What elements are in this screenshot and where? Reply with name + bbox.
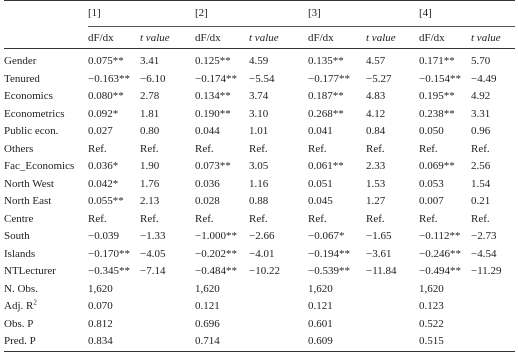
cell-dfdx: −0.194** — [308, 247, 350, 260]
row-label: Pred. P — [4, 333, 88, 351]
cell-dfdx: −0.539** — [308, 265, 350, 277]
cell-dfdx: −0.039 — [88, 230, 119, 242]
cell-dfdx: Ref. — [308, 142, 327, 155]
cell-t-value: −2.73 — [471, 230, 497, 242]
cell-dfdx: 0.075** — [88, 55, 124, 67]
cell-t-value: 4.83 — [366, 90, 386, 102]
cell-t-value: 0.96 — [471, 125, 491, 137]
cell-t-value: −4.54 — [471, 247, 497, 260]
cell-dfdx: 0.135** — [308, 55, 344, 67]
cell-t-value: −2.66 — [249, 230, 275, 242]
cell-dfdx: 0.609 — [308, 333, 366, 351]
cell-t-value: 4.12 — [366, 107, 386, 120]
cell-dfdx: −0.154** — [419, 72, 461, 85]
cell-dfdx: 0.042* — [88, 177, 119, 190]
cell-t-value: 3.74 — [249, 90, 269, 102]
table-row — [4, 71, 515, 89]
cell-dfdx: 0.190** — [195, 107, 231, 120]
cell-t-value: 3.41 — [140, 55, 160, 67]
cell-dfdx: 0.171** — [419, 55, 455, 67]
cell-dfdx: −0.246** — [419, 247, 461, 260]
cell-t-value — [366, 281, 419, 299]
cell-t-value: 2.78 — [140, 90, 160, 102]
cell-t-value: 4.59 — [249, 55, 269, 67]
cell-t-value — [140, 281, 195, 299]
row-label: Public econ. — [4, 125, 59, 137]
table-row — [4, 211, 515, 229]
cell-t-value: −4.49 — [471, 72, 497, 85]
cell-dfdx: 0.061** — [308, 160, 344, 172]
cell-t-value — [249, 333, 308, 351]
cell-t-value — [366, 316, 419, 334]
cell-dfdx: 0.812 — [88, 317, 113, 330]
table-row — [4, 176, 515, 194]
cell-t-value: −11.29 — [471, 265, 502, 277]
table-row — [4, 298, 515, 316]
cell-t-value: −1.65 — [366, 230, 392, 242]
col-header-dfdx: dF/dx — [419, 27, 471, 49]
cell-t-value: −4.01 — [249, 247, 275, 260]
stub-header — [4, 1, 88, 27]
cell-dfdx: 0.053 — [419, 177, 444, 190]
cell-dfdx: 0.268** — [308, 107, 344, 120]
table-row — [4, 263, 515, 281]
model-header: [1] — [88, 7, 101, 19]
cell-t-value: Ref. — [249, 212, 268, 225]
col-header-dfdx: dF/dx — [195, 27, 249, 49]
cell-dfdx: 0.123 — [419, 300, 444, 312]
cell-t-value — [249, 298, 308, 316]
cell-dfdx: 0.036 — [195, 177, 220, 190]
cell-t-value — [471, 333, 515, 351]
row-label: Obs. P — [4, 317, 34, 330]
cell-dfdx: −0.112** — [419, 230, 461, 242]
cell-t-value: 3.05 — [249, 160, 269, 172]
cell-dfdx: 0.134** — [195, 90, 231, 102]
row-label: Econometrics — [4, 107, 65, 120]
cell-t-value: −6.10 — [140, 72, 166, 85]
cell-dfdx: −0.163** — [88, 72, 130, 85]
table-row — [4, 141, 515, 159]
cell-dfdx: Ref. — [419, 212, 438, 225]
cell-dfdx: 0.195** — [419, 90, 455, 102]
row-label: Tenured — [4, 72, 40, 85]
cell-t-value: 0.88 — [249, 195, 269, 207]
cell-t-value: 4.92 — [471, 90, 491, 102]
cell-t-value: 1.01 — [249, 125, 269, 137]
cell-dfdx: 0.121 — [195, 300, 220, 312]
row-label: Islands — [4, 247, 36, 260]
cell-t-value — [140, 298, 195, 316]
cell-t-value: Ref. — [366, 142, 385, 155]
col-header-t: t value — [249, 27, 308, 49]
cell-t-value — [140, 333, 195, 351]
table-row — [4, 228, 515, 246]
cell-dfdx: 0.007 — [419, 195, 444, 207]
row-label: Adj. $R^2$ — [4, 298, 37, 312]
cell-dfdx: 0.051 — [308, 177, 333, 190]
row-label: N. Obs. — [4, 282, 38, 295]
cell-dfdx: 1,620 — [195, 282, 220, 295]
row-label: Centre — [4, 212, 34, 225]
cell-t-value: −3.61 — [366, 247, 392, 260]
cell-dfdx: 0.121 — [308, 300, 333, 312]
cell-dfdx: Ref. — [88, 142, 107, 155]
cell-dfdx: 0.187** — [308, 90, 344, 102]
col-header-t: t value — [140, 27, 195, 49]
row-label: Gender — [4, 55, 37, 67]
table-row — [4, 316, 515, 334]
row-label: Others — [4, 142, 34, 155]
table-row — [4, 333, 515, 351]
cell-t-value — [366, 333, 419, 351]
cell-t-value: 1.81 — [140, 107, 160, 120]
cell-t-value — [471, 281, 515, 299]
cell-dfdx: 1,620 — [419, 282, 444, 295]
cell-t-value: −1.33 — [140, 230, 166, 242]
cell-t-value: 0.84 — [366, 125, 386, 137]
cell-t-value: 1.27 — [366, 195, 386, 207]
row-label: Economics — [4, 90, 53, 102]
cell-t-value: 1.54 — [471, 177, 491, 190]
cell-dfdx: 0.834 — [88, 333, 140, 351]
cell-dfdx: 0.069** — [419, 160, 455, 172]
col-header-t: t value — [366, 27, 419, 49]
cell-t-value — [249, 316, 308, 334]
cell-dfdx: 0.522 — [419, 317, 444, 330]
cell-t-value — [249, 281, 308, 299]
cell-t-value: −7.14 — [140, 265, 166, 277]
row-label: South — [4, 230, 30, 242]
cell-dfdx: 0.044 — [195, 125, 220, 137]
cell-dfdx: 0.036* — [88, 160, 119, 172]
cell-dfdx: 1,620 — [308, 282, 333, 295]
cell-dfdx: 0.050 — [419, 125, 444, 137]
row-label: NTLecturer — [4, 265, 56, 277]
cell-t-value: 0.21 — [471, 195, 491, 207]
cell-t-value: 2.56 — [471, 160, 491, 172]
cell-t-value: 2.33 — [366, 160, 386, 172]
table-row — [4, 49, 515, 71]
cell-t-value: 3.31 — [471, 107, 491, 120]
cell-dfdx: 0.601 — [308, 317, 333, 330]
cell-t-value: −10.22 — [249, 265, 280, 277]
cell-t-value: 1.16 — [249, 177, 269, 190]
cell-t-value: Ref. — [249, 142, 268, 155]
cell-t-value: Ref. — [471, 212, 490, 225]
cell-dfdx: −0.177** — [308, 72, 350, 85]
cell-dfdx: Ref. — [195, 212, 214, 225]
cell-t-value — [366, 298, 419, 316]
row-label: North East — [4, 195, 52, 207]
cell-dfdx: −0.494** — [419, 265, 461, 277]
cell-dfdx: 0.045 — [308, 195, 333, 207]
cell-t-value: 0.80 — [140, 125, 160, 137]
table-row — [4, 193, 515, 211]
col-header-dfdx: dF/dx — [88, 27, 140, 49]
cell-dfdx: Ref. — [419, 142, 438, 155]
cell-t-value: 3.10 — [249, 107, 269, 120]
table-row — [4, 281, 515, 299]
cell-dfdx: Ref. — [88, 212, 107, 225]
table-body — [4, 49, 515, 351]
cell-dfdx: 0.028 — [195, 195, 220, 207]
cell-t-value: 1.76 — [140, 177, 160, 190]
cell-dfdx: 0.080** — [88, 90, 124, 102]
row-label: Fac_Economics — [4, 160, 75, 172]
cell-t-value: −5.27 — [366, 72, 392, 85]
regression-table — [4, 0, 515, 352]
cell-dfdx: 0.515 — [419, 333, 471, 351]
cell-dfdx: 0.070 — [88, 300, 113, 312]
cell-t-value: 4.57 — [366, 55, 386, 67]
table-row — [4, 88, 515, 106]
cell-dfdx: 0.092* — [88, 107, 119, 120]
cell-dfdx: −0.202** — [195, 247, 237, 260]
cell-t-value: Ref. — [140, 212, 159, 225]
cell-dfdx: Ref. — [195, 142, 214, 155]
col-header-dfdx: dF/dx — [308, 27, 366, 49]
cell-dfdx: −0.174** — [195, 72, 237, 85]
cell-dfdx: −1.000** — [195, 230, 237, 242]
col-header-t: t value — [471, 27, 515, 49]
cell-t-value: −5.54 — [249, 72, 275, 85]
cell-t-value: −11.84 — [366, 265, 397, 277]
cell-dfdx: 0.696 — [195, 317, 220, 330]
table-row — [4, 106, 515, 124]
cell-t-value: 5.70 — [471, 55, 491, 67]
cell-t-value: Ref. — [140, 142, 159, 155]
cell-dfdx: −0.345** — [88, 265, 130, 277]
cell-dfdx: Ref. — [308, 212, 327, 225]
model-header: [4] — [419, 7, 432, 19]
cell-dfdx: 0.714 — [195, 333, 249, 351]
cell-dfdx: 0.238** — [419, 107, 455, 120]
cell-t-value — [471, 316, 515, 334]
cell-t-value: Ref. — [366, 212, 385, 225]
cell-t-value: −4.05 — [140, 247, 166, 260]
table-row — [4, 123, 515, 141]
cell-dfdx: −0.170** — [88, 247, 130, 260]
cell-dfdx: 1,620 — [88, 282, 113, 295]
cell-t-value: 1.90 — [140, 160, 160, 172]
cell-dfdx: 0.041 — [308, 125, 333, 137]
cell-dfdx: 0.027 — [88, 125, 113, 137]
cell-t-value: Ref. — [471, 142, 490, 155]
cell-dfdx: −0.067* — [308, 230, 345, 242]
cell-t-value: 2.13 — [140, 195, 160, 207]
cell-dfdx: 0.055** — [88, 195, 124, 207]
row-label: North West — [4, 177, 54, 190]
table-row — [4, 158, 515, 176]
cell-dfdx: −0.484** — [195, 265, 237, 277]
model-header: [3] — [308, 7, 321, 19]
table-row — [4, 246, 515, 264]
column-header-row — [4, 27, 515, 49]
cell-t-value — [140, 316, 195, 334]
cell-t-value — [471, 298, 515, 316]
cell-t-value: 1.53 — [366, 177, 386, 190]
cell-dfdx: 0.125** — [195, 55, 231, 67]
cell-dfdx: 0.073** — [195, 160, 231, 172]
model-header: [2] — [195, 7, 208, 19]
model-header-row — [4, 1, 515, 27]
